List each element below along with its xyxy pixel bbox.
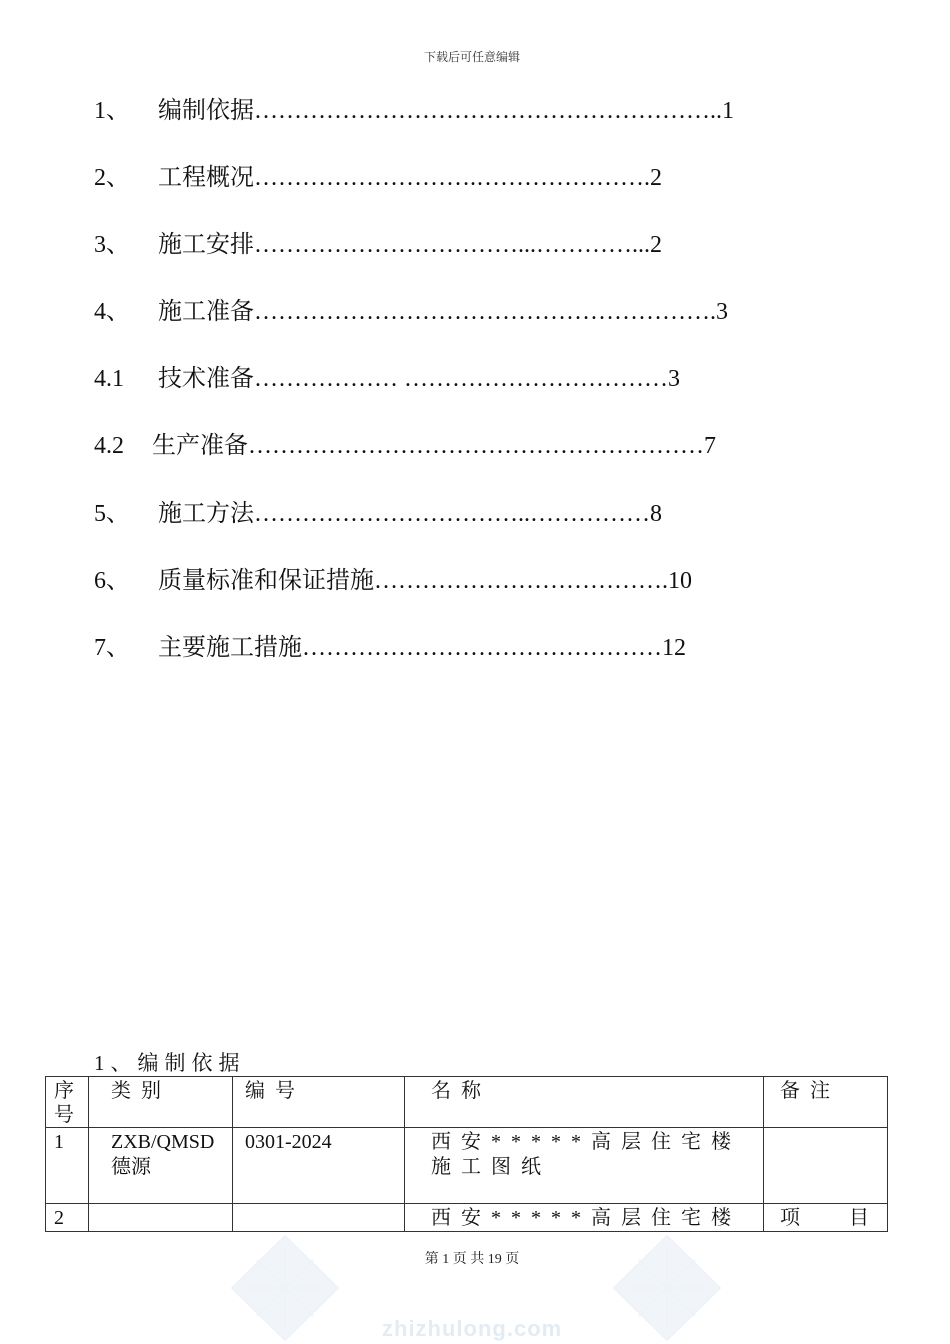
header-remark: 备注 xyxy=(764,1077,888,1128)
toc-number: 3、 xyxy=(94,232,130,258)
toc-entry-1[interactable] xyxy=(94,96,734,126)
toc-leader-dots: ……………………………………… xyxy=(302,635,662,661)
toc-entry-3[interactable] xyxy=(94,230,662,260)
toc-leader-dots: ………………………………………………… xyxy=(254,299,710,325)
reference-table xyxy=(45,1076,888,1232)
toc-title: 施工安排 xyxy=(158,232,254,258)
toc-page: .10 xyxy=(662,568,692,594)
toc-title: 编制依据 xyxy=(158,98,254,124)
cell-category: ZXB/QMSD 德源 xyxy=(89,1128,233,1204)
toc-entry-4-2[interactable] xyxy=(94,431,716,461)
toc-page: 7 xyxy=(704,433,716,459)
table-row xyxy=(46,1128,888,1204)
page-footer: 第 1 页 共 19 页 xyxy=(424,1252,520,1267)
toc-title: 施工方法 xyxy=(158,501,254,527)
toc-leader-dots: ……………………….………………… xyxy=(254,165,644,191)
header-seq: 序号 xyxy=(46,1077,89,1128)
toc-page: 2 xyxy=(650,232,662,258)
toc-title: 质量标准和保证措施 xyxy=(158,568,374,594)
toc-entry-4-1[interactable] xyxy=(94,364,680,394)
toc-entry-6[interactable] xyxy=(94,566,692,596)
toc-entry-7[interactable] xyxy=(94,633,686,663)
toc-number: 2、 xyxy=(94,165,130,191)
toc-title: 生产准备 xyxy=(152,433,248,459)
toc-page: .2 xyxy=(644,165,662,191)
toc-leader-dots: ……………………………… xyxy=(374,568,662,594)
toc-number: 1、 xyxy=(94,98,130,124)
toc-entry-4[interactable] xyxy=(94,297,728,327)
toc-number: 4、 xyxy=(94,299,130,325)
cell-remark: 项目 xyxy=(764,1204,888,1232)
toc-page: ..1 xyxy=(710,98,734,124)
toc-number: 5、 xyxy=(94,501,130,527)
cell-code xyxy=(233,1204,405,1232)
toc-leader-dots: ………………………………………………… xyxy=(248,433,704,459)
cell-seq: 1 xyxy=(46,1128,89,1204)
toc-leader-dots: ……………………………...…………... xyxy=(254,232,650,258)
toc-title: 工程概况 xyxy=(158,165,254,191)
toc-page: 8 xyxy=(650,501,662,527)
toc-number: 4.2 xyxy=(94,433,124,459)
page-header-note: 下载后可任意编辑 xyxy=(423,50,520,64)
cell-code: 0301-2024 xyxy=(233,1128,405,1204)
toc-leader-dots: ………………………………………………… xyxy=(254,98,710,124)
toc-leader-dots: ……………… …………………………… xyxy=(254,366,668,392)
table-header-row xyxy=(46,1077,888,1128)
toc-number: 6、 xyxy=(94,568,130,594)
toc-page: 3 xyxy=(668,366,680,392)
header-name: 名称 xyxy=(405,1077,764,1128)
toc-title: 技术准备 xyxy=(158,366,254,392)
cell-category xyxy=(89,1204,233,1232)
section-heading: 1、编制依据 xyxy=(94,1051,246,1075)
cell-seq: 2 xyxy=(46,1204,89,1232)
cell-name: 西安*****高层住宅楼 xyxy=(405,1204,764,1232)
toc-number: 7、 xyxy=(94,635,130,661)
header-category: 类别 xyxy=(89,1077,233,1128)
toc-leader-dots: ……………………………..…………… xyxy=(254,501,650,527)
table-row xyxy=(46,1204,888,1232)
toc-entry-2[interactable] xyxy=(94,163,662,193)
header-code: 编号 xyxy=(233,1077,405,1128)
cell-remark xyxy=(764,1128,888,1204)
toc-title: 施工准备 xyxy=(158,299,254,325)
toc-entry-5[interactable] xyxy=(94,499,662,529)
cell-name: 西安*****高层住宅楼施工图纸 xyxy=(405,1128,764,1204)
toc-page: 12 xyxy=(662,635,686,661)
toc-page: .3 xyxy=(710,299,728,325)
watermark-text: zhizhulong.com xyxy=(382,1316,563,1341)
toc-title: 主要施工措施 xyxy=(158,635,302,661)
toc-number: 4.1 xyxy=(94,366,124,392)
